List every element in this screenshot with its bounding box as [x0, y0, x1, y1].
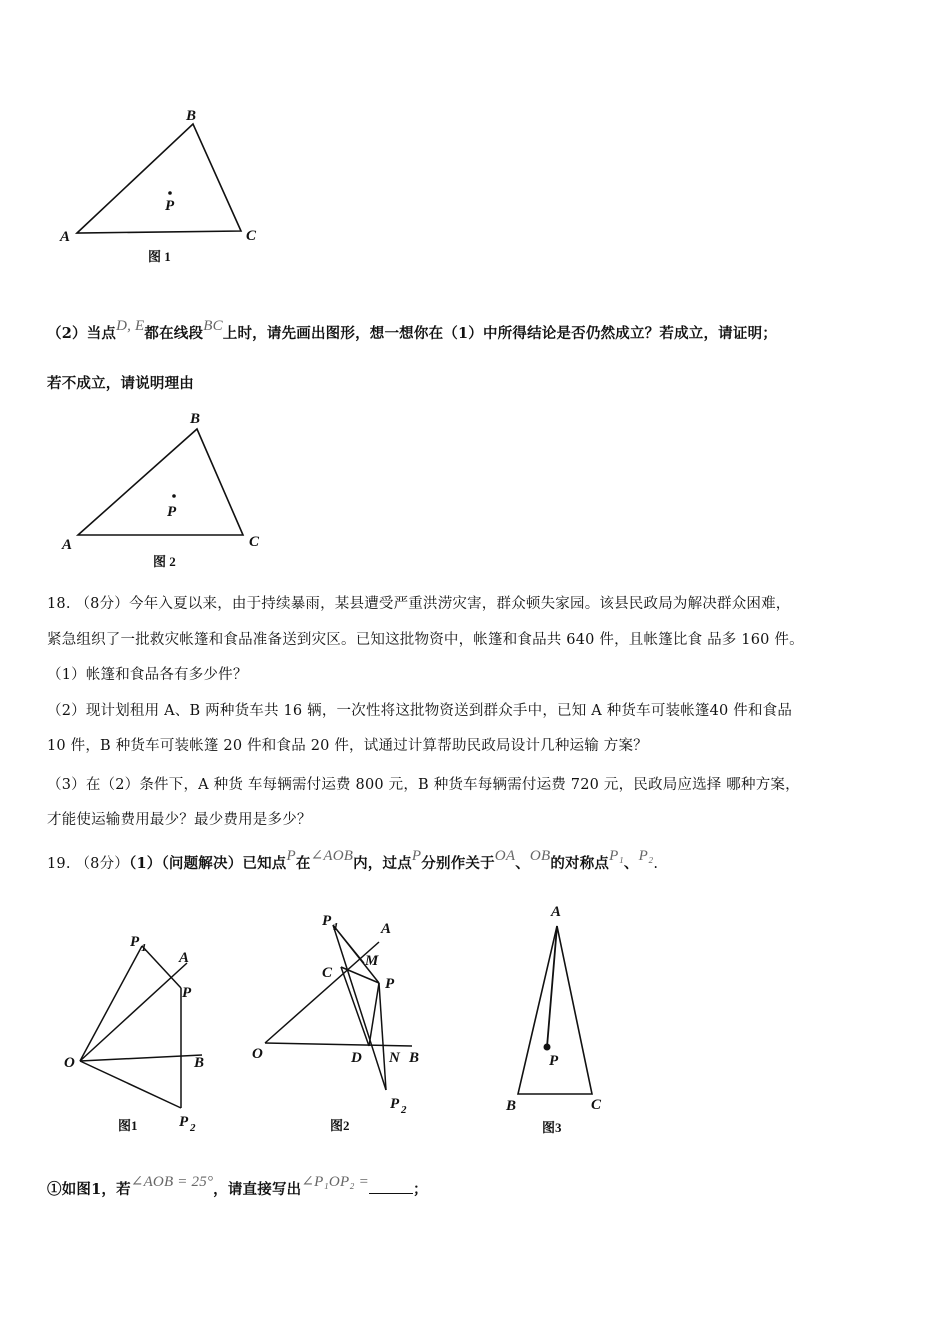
math-angle-aob: ∠AOB: [310, 848, 354, 864]
q19-sub1-text-a: ①如图1，若: [47, 1181, 131, 1198]
q18-line-1: 18. （8分）今年入夏以来，由于持续暴雨，某县遭受严重洪涝灾害，群众顿失家园。该县民政局为解决群众困难，: [47, 596, 791, 612]
point-label-p: P: [167, 504, 177, 520]
triangle-figure-1: [40, 100, 280, 270]
figure-caption: 图 1: [148, 249, 171, 264]
point-p-2: [172, 494, 176, 498]
math-point-p2: P₂: [638, 848, 654, 864]
label-a: A: [551, 904, 562, 920]
math-ray-ob: OB: [529, 848, 551, 864]
math-point-p: P: [411, 848, 422, 864]
q19-figure-2: [245, 905, 450, 1140]
math-points-de: D, E: [116, 318, 145, 334]
label-p: P: [182, 985, 192, 1001]
figure-caption: 图1: [118, 1118, 138, 1133]
figure-caption: 图2: [330, 1118, 350, 1133]
label-p1-subscript: 1: [333, 921, 339, 933]
q19-sep-1: 、: [515, 855, 530, 872]
q18-line-2: 紧急组织了一批救灾帐篷和食品准备送到灾区。已知这批物资中，帐篷和食品共 640 件，且帐篷比食 品多 160 件。: [47, 632, 804, 648]
q17-part2-line2: 若不成立，请说明理由: [47, 375, 194, 392]
q19-text-b: （1）（问题解决）已知点: [129, 855, 287, 872]
point-p-1: [168, 191, 172, 195]
vertex-label-c: C: [246, 228, 257, 244]
label-p2-subscript: 2: [190, 1122, 196, 1134]
vertex-label-b: B: [190, 411, 201, 427]
q18-line-6: （3）在（2）条件下，A 种货 车每辆需付运费 800 元，B 种货车每辆需付运费 720 元，民政局应选择 哪种方案，: [47, 777, 800, 793]
label-a: A: [381, 921, 392, 937]
q18-line-4: （2）现计划租用 A、B 两种货车共 16 辆，一次性将这批物资送到群众手中，已知 A 种货车可装帐篷40 件和食品: [47, 703, 793, 719]
q19-text-in: 在: [295, 855, 311, 872]
point-p-3: [544, 1044, 551, 1051]
q19-figure-3: [495, 900, 620, 1140]
label-n: N: [389, 1050, 400, 1066]
q19-period: .: [653, 856, 659, 872]
label-b: B: [194, 1055, 205, 1071]
vertex-label-a: A: [60, 229, 71, 245]
vertex-label-a: A: [62, 537, 73, 553]
math-angle-target: ∠P₁OP₂ =: [301, 1174, 369, 1190]
triangle-figure-2: [50, 405, 290, 575]
label-p1: P: [322, 913, 332, 929]
label-p: P: [385, 976, 395, 992]
label-c: C: [322, 965, 333, 981]
math-point-p: P: [286, 848, 296, 864]
q18-line-5: 10 件，B 种货车可装帐篷 20 件和食品 20 件，试通过计算帮助民政局设计几种运输 方案？: [47, 738, 648, 754]
label-p2: P: [390, 1096, 400, 1112]
math-segment-bc: BC: [203, 318, 223, 334]
q19-sub1-end: ；: [413, 1181, 428, 1198]
q18-line-7: 才能使运输费用最少？最少费用是多少？: [47, 812, 312, 828]
label-p1-subscript: 1: [141, 942, 147, 954]
label-o: O: [252, 1046, 263, 1062]
figure-caption: 图3: [542, 1120, 562, 1135]
q19-intro: [47, 848, 659, 873]
q19-sep-2: 、: [623, 855, 639, 872]
label-m: M: [365, 953, 379, 969]
math-point-p1: P₁: [609, 848, 624, 864]
q19-figure-1: [55, 925, 235, 1140]
label-a: A: [179, 950, 190, 966]
math-ray-oa: OA: [494, 848, 516, 864]
q17-part2-text-b: 都在线段: [144, 325, 204, 342]
q17-part2-text-a: （2）当点: [47, 325, 117, 342]
label-b: B: [409, 1050, 420, 1066]
triangle-abc-1: [77, 124, 241, 233]
math-angle-condition: ∠AOB = 25°: [130, 1174, 214, 1190]
q19-text-e: 的对称点: [550, 855, 610, 872]
q19-sub1: [47, 1174, 428, 1199]
q19-text-c: 内，过点: [353, 855, 412, 872]
label-p2-subscript: 2: [401, 1104, 407, 1116]
point-label-p: P: [165, 198, 175, 214]
q19-text-d: 分别作关于: [421, 855, 495, 872]
answer-blank[interactable]: [369, 1179, 413, 1194]
label-o: O: [64, 1055, 75, 1071]
vertex-label-c: C: [249, 534, 260, 550]
label-p2: P: [179, 1114, 189, 1130]
figure-caption: 图 2: [153, 554, 176, 569]
q19-sub1-text-b: ，请直接写出: [213, 1181, 302, 1198]
q19-number: 19. （8分）: [47, 856, 129, 872]
q17-part2-text-c: 上时，请先画出图形，想一想你在（1）中所得结论是否仍然成立？若成立，请证明；: [222, 325, 777, 342]
label-p: P: [549, 1053, 559, 1069]
label-c: C: [591, 1097, 602, 1113]
q18-line-3: （1）帐篷和食品各有多少件？: [47, 667, 248, 683]
triangle-abc-2: [78, 429, 243, 535]
label-b: B: [506, 1098, 517, 1114]
label-d: D: [351, 1050, 362, 1066]
q17-part2-line1: [47, 318, 777, 343]
vertex-label-b: B: [186, 108, 197, 124]
label-p1: P: [130, 934, 140, 950]
